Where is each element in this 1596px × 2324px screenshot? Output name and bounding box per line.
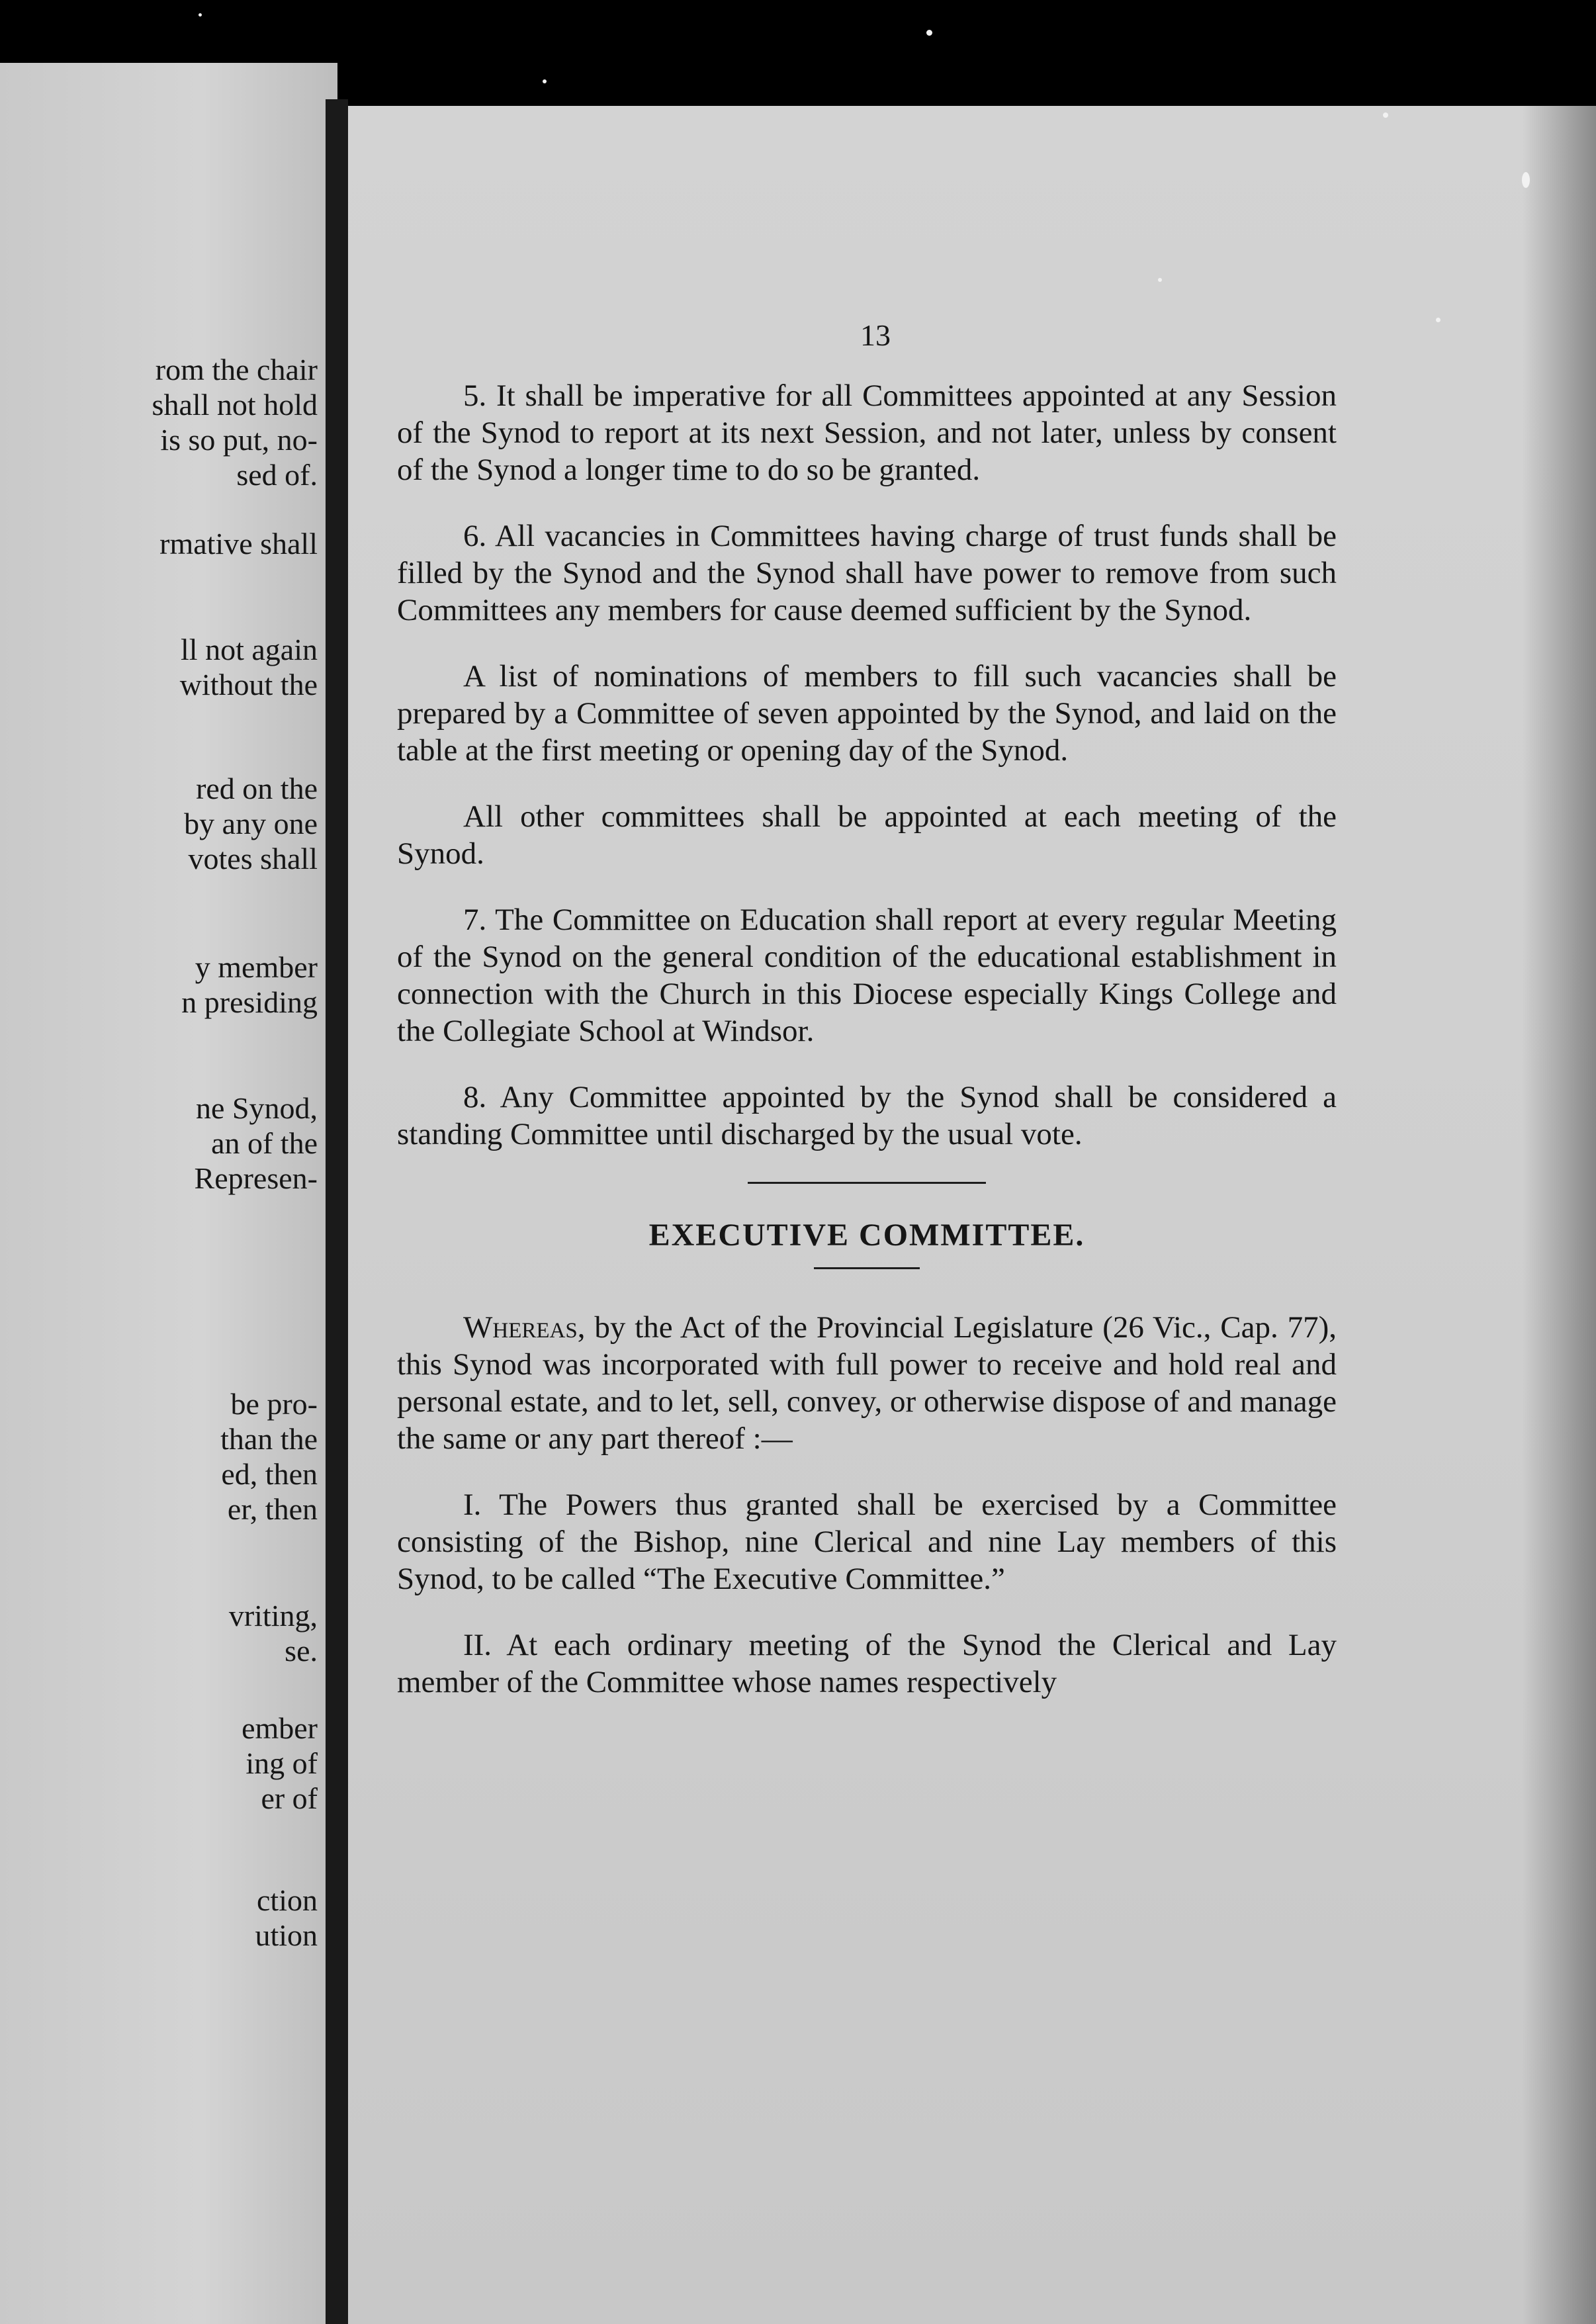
paragraph-5: 5. It shall be imperative for all Committees appointed at any Session of the Synod to report at its next Session, and not later, unless by consent of the Synod a longer time to do so be granted. (397, 379, 1337, 487)
page-edge-shadow (1522, 106, 1596, 2324)
book-gutter (326, 99, 348, 2324)
left-page-fragment: is so put, no- (160, 423, 318, 457)
left-page-fragment: y member (195, 950, 318, 984)
left-page-fragment: by any one (184, 807, 318, 840)
left-page-fragment: se. (285, 1634, 318, 1668)
paragraph-6: 6. All vacancies in Committees having charge of trust funds shall be filled by the Synod and the Synod shall have power to remove from such Committees any members for cause deemed sufficient by the Synod. (397, 519, 1337, 627)
left-page-fragment: ed, then (221, 1457, 318, 1491)
dust-speck (199, 13, 202, 17)
left-page-fragment: vriting, (228, 1599, 318, 1632)
paragraph-8: 8. Any Committee appointed by the Synod shall be considered a standing Committee until discharged by the usual vote. (397, 1080, 1337, 1151)
left-page-fragment: sed of. (236, 458, 318, 492)
left-page-fragment: ution (255, 1918, 318, 1952)
left-page-fragment: votes shall (188, 842, 318, 875)
left-page-fragment: ne Synod, (196, 1091, 318, 1125)
left-page-fragment: ing of (245, 1746, 318, 1780)
heading-underline (814, 1267, 920, 1269)
dust-speck (1522, 172, 1530, 188)
left-facing-page (0, 63, 337, 2324)
page-body (397, 377, 1337, 1730)
left-page-fragment: than the (220, 1422, 318, 1456)
left-page-fragment: ll not again (181, 633, 318, 666)
left-page-fragment: shall not hold (152, 388, 318, 422)
dust-speck (543, 79, 547, 83)
dust-speck (1158, 278, 1162, 282)
dust-speck (1383, 112, 1388, 118)
section-divider (748, 1182, 986, 1184)
left-page-fragment: er, then (227, 1492, 318, 1526)
left-page-fragment: rom the chair (155, 353, 318, 386)
section-heading: EXECUTIVE COMMITTEE. (648, 1218, 1085, 1253)
paragraph-nominations: A list of nominations of members to fill such vacancies shall be prepared by a Committee of seven appointed by the Synod, and laid on the table at the first meeting or opening day of the Synod. (397, 659, 1337, 768)
clause-2: II. At each ordinary meeting of the Synod the Clerical and Lay member of the Committee whose names respectively (397, 1628, 1337, 1699)
left-page-fragment: ember (242, 1711, 318, 1745)
page-number: 13 (860, 318, 891, 352)
left-page-fragment: Represen- (194, 1161, 318, 1195)
dust-speck (1436, 318, 1441, 322)
left-page-fragment: ction (257, 1883, 318, 1917)
whereas-lead: Whereas, (463, 1310, 586, 1345)
dust-speck (926, 30, 932, 36)
whereas-preamble (397, 1309, 1337, 1457)
left-page-fragment: an of the (211, 1126, 318, 1160)
left-page-fragment: be pro- (230, 1387, 318, 1421)
left-page-fragment: red on the (196, 772, 318, 805)
left-page-fragment: er of (261, 1781, 318, 1815)
whereas-text: by the Act of the Provincial Legislature (26 Vic., Cap. 77), this Synod was incorporated with full power to receive and hold real and personal estate, and to let, sell, convey, or otherwise dispose of and manage the same or any part thereof :— (397, 1310, 1337, 1456)
left-page-fragment: rmative shall (159, 527, 318, 560)
left-page-fragment: without the (179, 668, 318, 701)
left-page-fragment: n presiding (181, 985, 318, 1019)
clause-1: I. The Powers thus granted shall be exercised by a Committee consisting of the Bishop, nine Clerical and nine Lay members of this Synod, to be called “The Executive Committee.” (397, 1488, 1337, 1596)
paragraph-other-committees: All other committees shall be appointed at each meeting of the Synod. (397, 799, 1337, 871)
paragraph-7: 7. The Committee on Education shall report at every regular Meeting of the Synod on the general condition of the educational establishment in connection with the Church in this Diocese especially Kings College and the Collegiate School at Windsor. (397, 903, 1337, 1048)
